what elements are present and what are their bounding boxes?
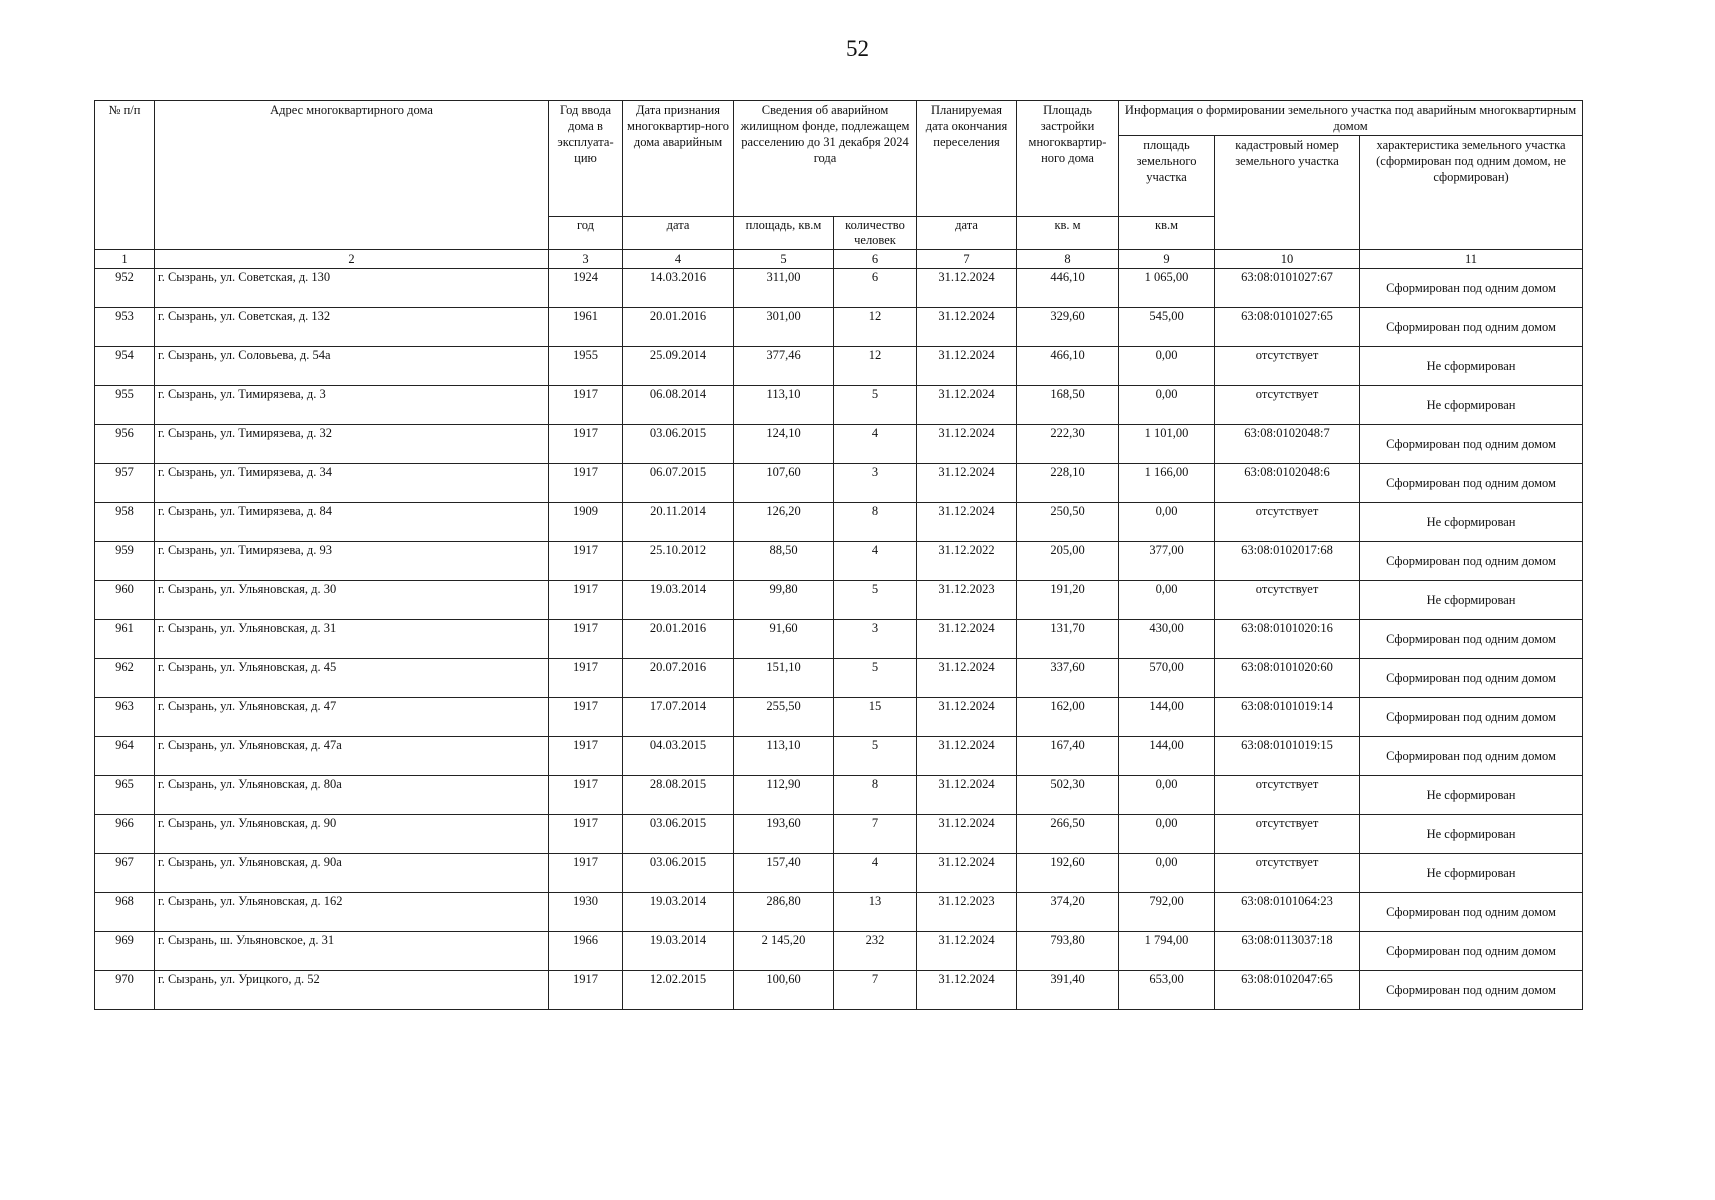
row-area: 126,20 [734,503,834,542]
row-number: 959 [95,542,155,581]
header-land-char: характеристика земельного участка (сформирован под одним домом, не сформирован) [1360,136,1583,250]
row-building-area: 266,50 [1017,815,1119,854]
header-recognition-date: Дата признания многоквартир-ного дома аварийным [623,101,734,217]
row-building-area: 222,30 [1017,425,1119,464]
row-people-count: 3 [834,464,917,503]
row-people-count: 232 [834,932,917,971]
row-number: 964 [95,737,155,776]
column-number: 10 [1215,250,1360,269]
row-address: г. Сызрань, ул. Ульяновская, д. 47 [155,698,549,737]
row-planned-date: 31.12.2024 [917,308,1017,347]
table-row [95,308,1583,347]
row-recognition-date: 03.06.2015 [623,815,734,854]
row-area: 107,60 [734,464,834,503]
row-year: 1917 [549,542,623,581]
row-year: 1917 [549,659,623,698]
row-area: 88,50 [734,542,834,581]
row-planned-date: 31.12.2024 [917,386,1017,425]
row-land-area: 0,00 [1119,776,1215,815]
row-cadastral-number: 63:08:0101020:60 [1215,659,1360,698]
row-address: г. Сызрань, ул. Ульяновская, д. 45 [155,659,549,698]
row-recognition-date: 03.06.2015 [623,425,734,464]
row-area: 286,80 [734,893,834,932]
row-building-area: 131,70 [1017,620,1119,659]
row-land-characteristic: Сформирован под одним домом [1360,269,1583,308]
row-recognition-date: 14.03.2016 [623,269,734,308]
row-people-count: 5 [834,386,917,425]
table-row [95,932,1583,971]
row-recognition-date: 19.03.2014 [623,581,734,620]
table-row [95,659,1583,698]
row-recognition-date: 06.08.2014 [623,386,734,425]
row-land-area: 0,00 [1119,347,1215,386]
row-people-count: 5 [834,581,917,620]
unit-year: год [549,217,623,250]
row-land-characteristic: Не сформирован [1360,776,1583,815]
row-land-characteristic: Сформирован под одним домом [1360,620,1583,659]
row-planned-date: 31.12.2024 [917,425,1017,464]
row-land-characteristic: Сформирован под одним домом [1360,971,1583,1010]
column-number: 2 [155,250,549,269]
row-planned-date: 31.12.2024 [917,737,1017,776]
column-number-row [95,250,1583,269]
row-year: 1961 [549,308,623,347]
row-building-area: 167,40 [1017,737,1119,776]
row-recognition-date: 25.10.2012 [623,542,734,581]
row-people-count: 8 [834,503,917,542]
row-cadastral-number: 63:08:0101019:14 [1215,698,1360,737]
row-cadastral-number: 63:08:0101064:23 [1215,893,1360,932]
row-land-area: 0,00 [1119,503,1215,542]
row-building-area: 205,00 [1017,542,1119,581]
row-land-characteristic: Сформирован под одним домом [1360,737,1583,776]
row-people-count: 6 [834,269,917,308]
column-number: 4 [623,250,734,269]
row-land-characteristic: Сформирован под одним домом [1360,698,1583,737]
row-planned-date: 31.12.2024 [917,464,1017,503]
row-planned-date: 31.12.2024 [917,854,1017,893]
row-planned-date: 31.12.2024 [917,503,1017,542]
table-row [95,854,1583,893]
unit-date: дата [623,217,734,250]
row-number: 960 [95,581,155,620]
row-building-area: 502,30 [1017,776,1119,815]
row-cadastral-number: 63:08:0101027:65 [1215,308,1360,347]
row-area: 91,60 [734,620,834,659]
row-area: 124,10 [734,425,834,464]
row-recognition-date: 03.06.2015 [623,854,734,893]
column-number: 3 [549,250,623,269]
row-building-area: 192,60 [1017,854,1119,893]
row-planned-date: 31.12.2023 [917,581,1017,620]
row-land-characteristic: Не сформирован [1360,581,1583,620]
row-cadastral-number: 63:08:0102047:65 [1215,971,1360,1010]
row-address: г. Сызрань, ул. Ульяновская, д. 90 [155,815,549,854]
row-area: 301,00 [734,308,834,347]
row-number: 965 [95,776,155,815]
row-cadastral-number: 63:08:0102048:7 [1215,425,1360,464]
row-number: 962 [95,659,155,698]
row-land-area: 570,00 [1119,659,1215,698]
row-building-area: 337,60 [1017,659,1119,698]
page-number: 52 [846,36,869,61]
row-cadastral-number: 63:08:0102048:6 [1215,464,1360,503]
row-land-characteristic: Сформирован под одним домом [1360,542,1583,581]
row-address: г. Сызрань, ул. Ульяновская, д. 162 [155,893,549,932]
row-land-characteristic: Не сформирован [1360,386,1583,425]
row-year: 1917 [549,854,623,893]
row-area: 113,10 [734,737,834,776]
row-area: 377,46 [734,347,834,386]
unit-land-area: кв.м [1119,217,1215,250]
row-land-area: 792,00 [1119,893,1215,932]
row-recognition-date: 19.03.2014 [623,893,734,932]
table-row [95,425,1583,464]
unit-people: количество человек [834,217,917,250]
row-cadastral-number: 63:08:0101019:15 [1215,737,1360,776]
row-planned-date: 31.12.2024 [917,620,1017,659]
row-planned-date: 31.12.2024 [917,698,1017,737]
row-building-area: 391,40 [1017,971,1119,1010]
row-land-characteristic: Не сформирован [1360,503,1583,542]
row-planned-date: 31.12.2024 [917,659,1017,698]
row-people-count: 4 [834,425,917,464]
row-number: 955 [95,386,155,425]
row-people-count: 3 [834,620,917,659]
row-number: 966 [95,815,155,854]
row-planned-date: 31.12.2024 [917,932,1017,971]
table-row [95,503,1583,542]
row-cadastral-number: отсутствует [1215,386,1360,425]
row-land-characteristic: Сформирован под одним домом [1360,893,1583,932]
row-area: 157,40 [734,854,834,893]
row-area: 113,10 [734,386,834,425]
row-recognition-date: 20.11.2014 [623,503,734,542]
table-row [95,620,1583,659]
header-year: Год ввода дома в эксплуата-цию [549,101,623,217]
row-number: 958 [95,503,155,542]
row-building-area: 466,10 [1017,347,1119,386]
row-land-characteristic: Сформирован под одним домом [1360,659,1583,698]
row-area: 2 145,20 [734,932,834,971]
row-area: 193,60 [734,815,834,854]
row-number: 967 [95,854,155,893]
row-planned-date: 31.12.2022 [917,542,1017,581]
row-cadastral-number: отсутствует [1215,347,1360,386]
row-building-area: 793,80 [1017,932,1119,971]
row-land-characteristic: Сформирован под одним домом [1360,425,1583,464]
row-building-area: 228,10 [1017,464,1119,503]
row-land-area: 144,00 [1119,737,1215,776]
row-land-area: 1 101,00 [1119,425,1215,464]
column-number: 11 [1360,250,1583,269]
table-row [95,893,1583,932]
row-people-count: 4 [834,542,917,581]
row-cadastral-number: отсутствует [1215,581,1360,620]
row-people-count: 13 [834,893,917,932]
row-cadastral-number: отсутствует [1215,854,1360,893]
header-cadastral: кадастровый номер земельного участка [1215,136,1360,250]
row-land-area: 1 065,00 [1119,269,1215,308]
row-land-area: 1 794,00 [1119,932,1215,971]
row-number: 969 [95,932,155,971]
row-address: г. Сызрань, ул. Тимирязева, д. 93 [155,542,549,581]
row-building-area: 446,10 [1017,269,1119,308]
row-year: 1917 [549,971,623,1010]
row-year: 1966 [549,932,623,971]
row-number: 952 [95,269,155,308]
row-land-area: 0,00 [1119,854,1215,893]
header-fund-info: Сведения об аварийном жилищном фонде, подлежащем расселению до 31 декабря 2024 года [734,101,917,217]
row-building-area: 329,60 [1017,308,1119,347]
row-people-count: 5 [834,659,917,698]
row-land-area: 0,00 [1119,581,1215,620]
row-building-area: 162,00 [1017,698,1119,737]
table-row [95,737,1583,776]
row-address: г. Сызрань, ул. Соловьева, д. 54а [155,347,549,386]
row-land-area: 1 166,00 [1119,464,1215,503]
row-planned-date: 31.12.2024 [917,269,1017,308]
row-year: 1917 [549,386,623,425]
table-row [95,815,1583,854]
row-area: 112,90 [734,776,834,815]
row-area: 255,50 [734,698,834,737]
row-people-count: 15 [834,698,917,737]
row-year: 1955 [549,347,623,386]
row-address: г. Сызрань, ул. Советская, д. 130 [155,269,549,308]
row-number: 957 [95,464,155,503]
column-number: 6 [834,250,917,269]
row-year: 1917 [549,581,623,620]
row-year: 1917 [549,776,623,815]
table-row [95,776,1583,815]
row-year: 1917 [549,737,623,776]
row-area: 100,60 [734,971,834,1010]
row-number: 963 [95,698,155,737]
header-building-area: Площадь застройки многоквартир-ного дома [1017,101,1119,217]
row-address: г. Сызрань, ул. Ульяновская, д. 80а [155,776,549,815]
row-land-characteristic: Сформирован под одним домом [1360,464,1583,503]
table-row [95,464,1583,503]
row-number: 956 [95,425,155,464]
unit-area: площадь, кв.м [734,217,834,250]
row-year: 1917 [549,425,623,464]
row-address: г. Сызрань, ул. Ульяновская, д. 31 [155,620,549,659]
row-land-characteristic: Не сформирован [1360,347,1583,386]
table-row [95,386,1583,425]
row-recognition-date: 20.07.2016 [623,659,734,698]
row-number: 953 [95,308,155,347]
row-number: 954 [95,347,155,386]
row-people-count: 7 [834,971,917,1010]
row-year: 1917 [549,620,623,659]
unit-plan-date: дата [917,217,1017,250]
row-address: г. Сызрань, ул. Тимирязева, д. 32 [155,425,549,464]
column-number: 9 [1119,250,1215,269]
unit-build-area: кв. м [1017,217,1119,250]
row-land-characteristic: Сформирован под одним домом [1360,308,1583,347]
row-year: 1917 [549,464,623,503]
row-building-area: 168,50 [1017,386,1119,425]
row-cadastral-number: отсутствует [1215,815,1360,854]
row-recognition-date: 20.01.2016 [623,308,734,347]
table-row [95,269,1583,308]
header-land-info: Информация о формировании земельного участка под аварийным многоквартирным домом [1119,101,1583,136]
row-cadastral-number: 63:08:0102017:68 [1215,542,1360,581]
column-number: 1 [95,250,155,269]
header-address: Адрес многоквартирного дома [155,101,549,250]
row-building-area: 250,50 [1017,503,1119,542]
row-year: 1917 [549,698,623,737]
header-planned-date: Планируемая дата окончания переселения [917,101,1017,217]
row-number: 961 [95,620,155,659]
row-number: 968 [95,893,155,932]
row-cadastral-number: отсутствует [1215,776,1360,815]
row-land-area: 377,00 [1119,542,1215,581]
row-address: г. Сызрань, ул. Тимирязева, д. 34 [155,464,549,503]
row-recognition-date: 12.02.2015 [623,971,734,1010]
row-land-characteristic: Сформирован под одним домом [1360,932,1583,971]
row-area: 99,80 [734,581,834,620]
row-building-area: 374,20 [1017,893,1119,932]
table-row [95,971,1583,1010]
row-recognition-date: 17.07.2014 [623,698,734,737]
row-land-area: 0,00 [1119,386,1215,425]
row-area: 151,10 [734,659,834,698]
row-year: 1930 [549,893,623,932]
row-land-area: 430,00 [1119,620,1215,659]
row-land-characteristic: Не сформирован [1360,854,1583,893]
column-number: 7 [917,250,1017,269]
row-people-count: 12 [834,308,917,347]
header-number: № п/п [95,101,155,250]
row-area: 311,00 [734,269,834,308]
row-recognition-date: 04.03.2015 [623,737,734,776]
row-people-count: 8 [834,776,917,815]
row-year: 1924 [549,269,623,308]
row-recognition-date: 20.01.2016 [623,620,734,659]
row-recognition-date: 19.03.2014 [623,932,734,971]
row-cadastral-number: отсутствует [1215,503,1360,542]
row-recognition-date: 28.08.2015 [623,776,734,815]
row-land-area: 144,00 [1119,698,1215,737]
column-number: 8 [1017,250,1119,269]
row-land-area: 545,00 [1119,308,1215,347]
row-planned-date: 31.12.2024 [917,347,1017,386]
row-planned-date: 31.12.2023 [917,893,1017,932]
row-planned-date: 31.12.2024 [917,971,1017,1010]
row-cadastral-number: 63:08:0113037:18 [1215,932,1360,971]
header-land-area: площадь земельного участка [1119,136,1215,217]
row-recognition-date: 06.07.2015 [623,464,734,503]
row-address: г. Сызрань, ул. Тимирязева, д. 3 [155,386,549,425]
row-building-area: 191,20 [1017,581,1119,620]
table-row [95,698,1583,737]
column-number: 5 [734,250,834,269]
row-address: г. Сызрань, ул. Советская, д. 132 [155,308,549,347]
row-land-area: 653,00 [1119,971,1215,1010]
row-address: г. Сызрань, ул. Ульяновская, д. 30 [155,581,549,620]
row-planned-date: 31.12.2024 [917,815,1017,854]
row-people-count: 7 [834,815,917,854]
row-address: г. Сызрань, ул. Тимирязева, д. 84 [155,503,549,542]
row-people-count: 4 [834,854,917,893]
table-row [95,542,1583,581]
row-year: 1917 [549,815,623,854]
row-address: г. Сызрань, ул. Урицкого, д. 52 [155,971,549,1010]
row-address: г. Сызрань, ул. Ульяновская, д. 90а [155,854,549,893]
row-cadastral-number: 63:08:0101027:67 [1215,269,1360,308]
row-people-count: 5 [834,737,917,776]
row-land-area: 0,00 [1119,815,1215,854]
row-planned-date: 31.12.2024 [917,776,1017,815]
table-row [95,581,1583,620]
table-row [95,347,1583,386]
emergency-housing-table [94,100,1583,1010]
row-recognition-date: 25.09.2014 [623,347,734,386]
row-cadastral-number: 63:08:0101020:16 [1215,620,1360,659]
row-year: 1909 [549,503,623,542]
row-number: 970 [95,971,155,1010]
row-people-count: 12 [834,347,917,386]
row-land-characteristic: Не сформирован [1360,815,1583,854]
row-address: г. Сызрань, ш. Ульяновское, д. 31 [155,932,549,971]
row-address: г. Сызрань, ул. Ульяновская, д. 47а [155,737,549,776]
